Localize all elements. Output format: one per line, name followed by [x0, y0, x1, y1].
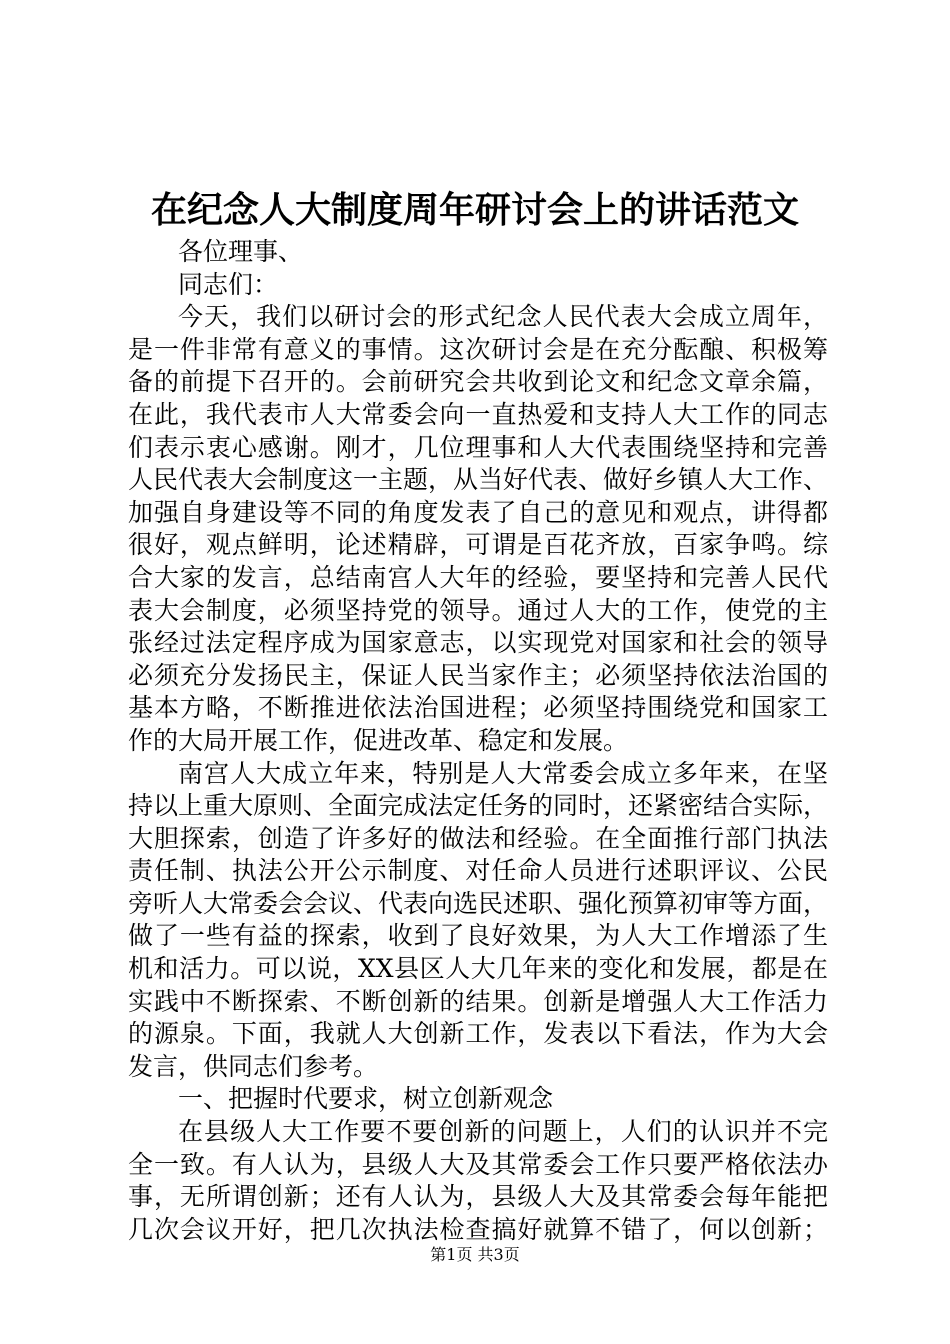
body-line: 合大家的发言，总结南宫人大年的经验，要坚持和完善人民代 [128, 562, 828, 592]
body-line: 责任制、执法公开公示制度、对任命人员进行述职评议、公民 [128, 856, 828, 886]
body-line: 做了一些有益的探索，收到了良好效果，为人大工作增添了生 [128, 921, 828, 951]
body-line: 备的前提下召开的。会前研究会共收到论文和纪念文章余篇， [128, 367, 828, 397]
body-line: 在县级人大工作要不要创新的问题上，人们的认识并不完 [178, 1117, 828, 1147]
body-line: 张经过法定程序成为国家意志，以实现党对国家和社会的领导 [128, 628, 828, 658]
body-line: 一、把握时代要求，树立创新观念 [178, 1084, 554, 1114]
body-line: 大胆探索，创造了许多好的做法和经验。在全面推行部门执法 [128, 823, 828, 853]
page-footer: 第1页 共3页 [430, 1245, 520, 1264]
body-line: 持以上重大原则、全面完成法定任务的同时，还紧密结合实际， [128, 791, 829, 821]
body-line: 的源泉。下面，我就人大创新工作，发表以下看法，作为大会 [128, 1019, 828, 1049]
body-line: 表大会制度，必须坚持党的领导。通过人大的工作，使党的主 [128, 595, 828, 625]
body-line: 机和活力。可以说，XX县区人大几年来的变化和发展，都是在 [128, 954, 828, 984]
body-line: 很好，观点鲜明，论述精辟，可谓是百花齐放，百家争鸣。综 [128, 530, 828, 560]
body-line: 南宫人大成立年来，特别是人大常委会成立多年来，在坚 [178, 758, 828, 788]
body-line: 们表示衷心感谢。刚才，几位理事和人大代表围绕坚持和完善 [128, 432, 828, 462]
body-line: 全一致。有人认为，县级人大及其常委会工作只要严格依法办 [128, 1149, 828, 1179]
body-line: 在此，我代表市人大常委会向一直热爱和支持人大工作的同志 [128, 399, 828, 429]
body-line: 基本方略，不断推进依法治国进程；必须坚持围绕党和国家工 [128, 693, 828, 723]
body-line: 是一件非常有意义的事情。这次研讨会是在充分酝酿、积极筹 [128, 334, 828, 364]
body-line: 旁听人大常委会会议、代表向选民述职、强化预算初审等方面， [128, 888, 829, 918]
body-line: 必须充分发扬民主，保证人民当家作主；必须坚持依法治国的 [128, 660, 828, 690]
body-line: 几次会议开好，把几次执法检查搞好就算不错了，何以创新； [128, 1214, 828, 1244]
body-line: 作的大局开展工作，促进改革、稳定和发展。 [128, 725, 629, 755]
document-body [128, 236, 828, 1246]
body-line: 发言，供同志们参考。 [128, 1051, 379, 1081]
body-line: 事，无所谓创新；还有人认为，县级人大及其常委会每年能把 [128, 1182, 828, 1212]
body-line: 人民代表大会制度这一主题，从当好代表、做好乡镇人大工作、 [128, 465, 829, 495]
body-line: 加强自身建设等不同的角度发表了自己的意见和观点，讲得都 [128, 497, 828, 527]
body-line: 同志们： [178, 269, 279, 299]
body-line: 今天，我们以研讨会的形式纪念人民代表大会成立周年， [178, 302, 828, 332]
body-line: 各位理事、 [178, 237, 304, 266]
document-title: 在纪念人大制度周年研讨会上的讲话范文 [150, 189, 799, 231]
body-line: 实践中不断探索、不断创新的结果。创新是增强人大工作活力 [128, 986, 828, 1016]
